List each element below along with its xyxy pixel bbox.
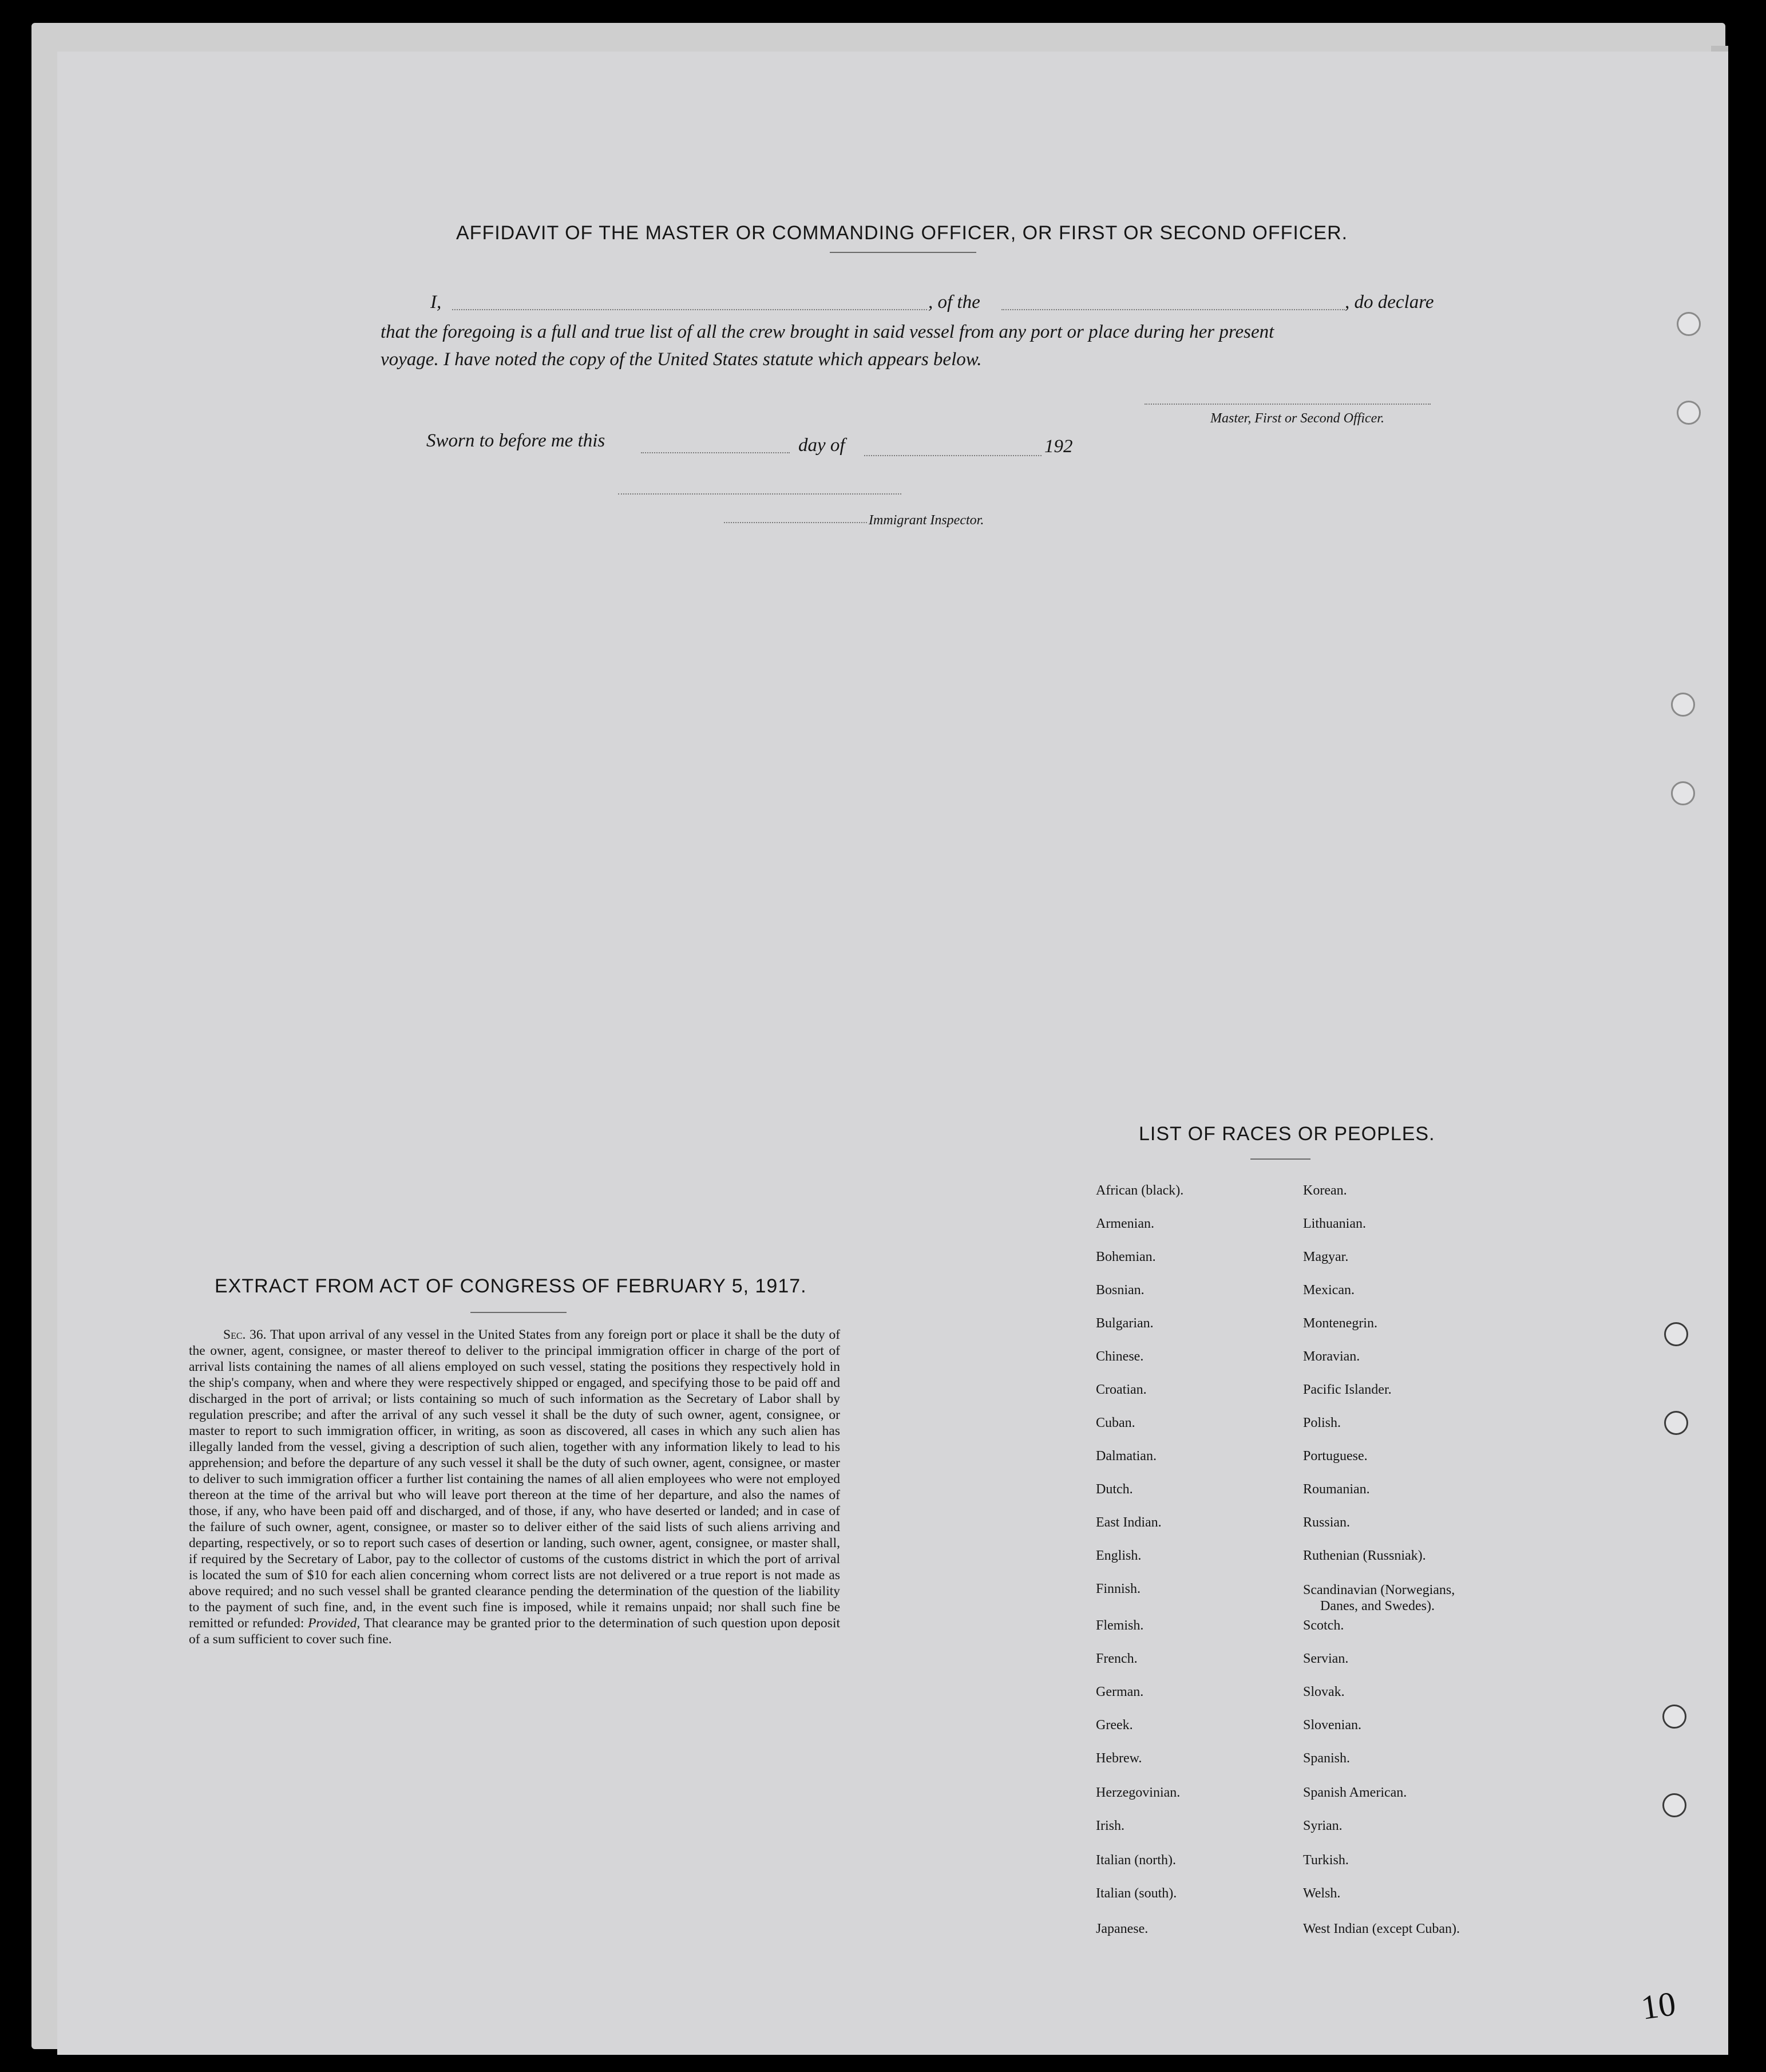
race-item: Mexican.	[1303, 1283, 1355, 1298]
race-item: Herzegovinian.	[1096, 1785, 1181, 1800]
race-item: Roumanian.	[1303, 1482, 1370, 1497]
extract-body	[189, 1327, 840, 1647]
extract-text-1: That upon arrival of any vessel in the United States from any foreign port or place it shall be the duty of the owner, agent, consignee, or master thereof to deliver to the principal immigration officer in charge of the port of arrival lists containing the names of all aliens employed on such vessel, stating the positions they respectively hold in the ship's company, when and where they were respectively shipped or engaged, and specifying those to be paid off and discharged in the port of arrival; or lists containing so much of such information as the Secretary of Labor shall by regulation prescribe; and after the arrival of any such vessel it shall be the duty of such owner, agent, consignee, or master to report to such immigration officer, in writing, as soon as discovered, all cases in which any such alien has illegally landed from the vessel, giving a description of such alien, together with any information likely to lead to his apprehension; and before the departure of any such vessel it shall be the duty of such owner, agent, consignee, or master to deliver to such immigration officer a further list containing the names of all alien employees who were not employed thereon at the time of the arrival but who will leave port thereon at the time of her departure, and also the names of those, if any, who have been paid off and discharged, and of those, if any, who have deserted or landed; and in case of the failure of such owner, agent, consignee, or master so to deliver either of the said lists of such aliens arriving and departing, respectively, or so to report such cases of desertion or landing, such owner, agent, consignee, or master shall, if required by the Secretary of Labor, pay to the collector of customs of the customs district in which the port of arrival is located the sum of $10 for each alien concerning whom correct lists are not delivered or a true report is not made as above required; and no such vessel shall be granted clearance pending the determination of the question of the liability to the payment of such fine, and, in the event such fine is imposed, while it remains unpaid; nor shall such fine be remitted or refunded:	[189, 1327, 841, 1631]
race-item: Polish.	[1303, 1415, 1341, 1430]
inspector-caption: Immigrant Inspector.	[869, 513, 984, 528]
race-item: Servian.	[1303, 1651, 1349, 1666]
sworn-prefix: Sworn to before me this	[426, 430, 605, 451]
binder-hole	[1662, 1705, 1686, 1729]
race-item: Welsh.	[1303, 1886, 1341, 1901]
extract-text-2: That clearance may be granted prior to the determination of such question upon deposit of a sum sufficient to cover such fine.	[189, 1616, 841, 1647]
race-item: Turkish.	[1303, 1853, 1349, 1868]
binder-hole	[1671, 781, 1695, 805]
race-item: Chinese.	[1096, 1349, 1144, 1364]
race-item: Scotch.	[1303, 1618, 1344, 1633]
race-item: Scandinavian (Norwegians,	[1303, 1583, 1455, 1598]
race-item: Armenian.	[1096, 1216, 1154, 1231]
affidavit-title-rule	[830, 252, 976, 253]
race-item: Portuguese.	[1303, 1449, 1368, 1464]
sworn-year: 192	[1044, 436, 1073, 457]
race-item: West Indian (except Cuban).	[1303, 1921, 1460, 1936]
affidavit-of-the: , of the	[928, 292, 980, 313]
race-item: Danes, and Swedes).	[1320, 1599, 1435, 1614]
officer-signature-caption: Master, First or Second Officer.	[1210, 411, 1384, 426]
section-label: Sec. 36.	[223, 1327, 267, 1342]
inspector-signature-line-upper[interactable]	[618, 493, 901, 495]
race-item: Irish.	[1096, 1818, 1124, 1833]
affidavit-i: I,	[430, 292, 442, 313]
affidavit-declare: , do declare	[1345, 292, 1434, 313]
binder-hole	[1664, 1411, 1688, 1435]
race-item: German.	[1096, 1685, 1144, 1699]
extract-title-rule	[470, 1312, 567, 1313]
race-item: Croatian.	[1096, 1382, 1147, 1397]
race-item: East Indian.	[1096, 1515, 1162, 1530]
race-item: Montenegrin.	[1303, 1316, 1377, 1331]
race-item: Cuban.	[1096, 1415, 1135, 1430]
name-field-line[interactable]	[452, 309, 927, 310]
binder-hole	[1671, 693, 1695, 717]
binder-hole	[1664, 1322, 1688, 1346]
race-item: Hebrew.	[1096, 1751, 1142, 1766]
races-title: LIST OF RACES OR PEOPLES.	[1139, 1123, 1435, 1145]
binder-hole	[1662, 1793, 1686, 1817]
race-item: Spanish.	[1303, 1751, 1351, 1766]
affidavit-title: AFFIDAVIT OF THE MASTER OR COMMANDING OFFICER, OR FIRST OR SECOND OFFICER.	[456, 222, 1348, 244]
sworn-month-line[interactable]	[864, 455, 1042, 456]
race-item: African (black).	[1096, 1183, 1184, 1198]
sworn-day-of: day of	[798, 435, 845, 456]
race-item: Bosnian.	[1096, 1283, 1145, 1298]
race-item: Slovak.	[1303, 1685, 1345, 1699]
race-item: Dalmatian.	[1096, 1449, 1157, 1464]
race-item: Greek.	[1096, 1718, 1133, 1733]
race-item: Moravian.	[1303, 1349, 1360, 1364]
race-item: French.	[1096, 1651, 1138, 1666]
extract-title: EXTRACT FROM ACT OF CONGRESS OF FEBRUARY 5, 1917.	[215, 1275, 807, 1297]
races-title-rule	[1250, 1158, 1310, 1160]
race-item: Finnish.	[1096, 1581, 1141, 1596]
race-item: Japanese.	[1096, 1921, 1149, 1936]
officer-signature-line[interactable]	[1145, 404, 1431, 405]
race-item: Flemish.	[1096, 1618, 1144, 1633]
affidavit-line2: that the foregoing is a full and true list of all the crew brought in said vessel from any port or place during her present	[381, 322, 1274, 342]
binder-hole	[1677, 401, 1701, 425]
binder-hole	[1677, 312, 1701, 336]
extract-provided: Provided,	[308, 1616, 361, 1631]
vessel-field-line[interactable]	[1001, 309, 1345, 310]
race-item: Dutch.	[1096, 1482, 1133, 1497]
race-item: Italian (south).	[1096, 1886, 1177, 1901]
race-item: Italian (north).	[1096, 1853, 1176, 1868]
race-item: Lithuanian.	[1303, 1216, 1366, 1231]
race-item: Magyar.	[1303, 1249, 1349, 1264]
race-item: Spanish American.	[1303, 1785, 1407, 1800]
handwritten-page-number: 10	[1638, 1984, 1678, 2027]
race-item: Syrian.	[1303, 1818, 1343, 1833]
race-item: Russian.	[1303, 1515, 1351, 1530]
race-item: Ruthenian (Russniak).	[1303, 1548, 1426, 1563]
inspector-signature-line[interactable]	[724, 522, 867, 523]
race-item: Pacific Islander.	[1303, 1382, 1392, 1397]
race-item: Korean.	[1303, 1183, 1347, 1198]
race-item: Bohemian.	[1096, 1249, 1156, 1264]
race-item: Slovenian.	[1303, 1718, 1361, 1733]
race-item: English.	[1096, 1548, 1142, 1563]
affidavit-line3: voyage. I have noted the copy of the United States statute which appears below.	[381, 349, 982, 370]
race-item: Bulgarian.	[1096, 1316, 1154, 1331]
sworn-day-line[interactable]	[641, 452, 790, 453]
